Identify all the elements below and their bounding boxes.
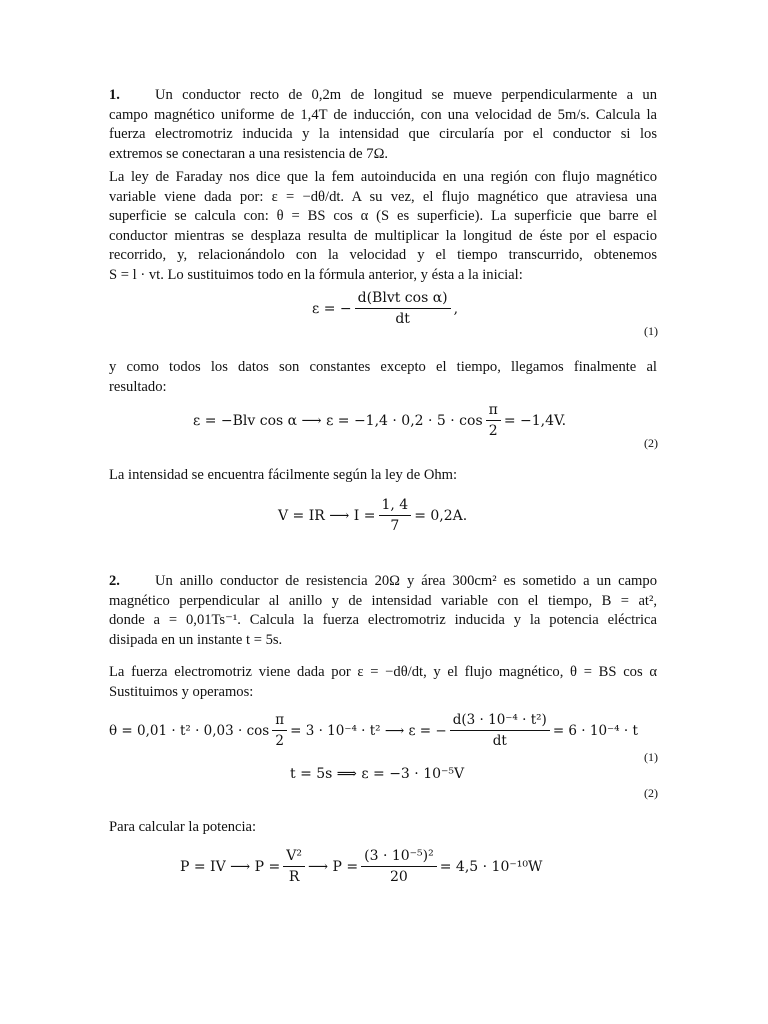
- equation-2: [193, 402, 566, 439]
- fraction: [486, 402, 501, 439]
- equation-1: [312, 290, 458, 327]
- problem2-number: 2.: [109, 573, 120, 589]
- problem2-equation-1: [109, 712, 638, 749]
- equation-number: (2): [644, 786, 658, 800]
- problem2-statement: [109, 572, 657, 650]
- problem1-number: 1.: [109, 87, 120, 103]
- fraction: [361, 848, 437, 885]
- equation-part: = −1,4V.: [503, 412, 567, 429]
- problem1-statement-line: Un conductor recto de 0,2m de longitud se mueve perpendicularmente a un: [155, 87, 657, 103]
- problem1-middle-text: [109, 358, 657, 397]
- fraction-numerator: 1, 4: [379, 497, 412, 516]
- problem2-statement-line: magnético perpendicular al anillo y de intensidad variable con el tiempo, B = at²,: [109, 592, 657, 609]
- equation-number: (1): [644, 750, 658, 764]
- problem1-statement-line: fuerza electromotriz inducida y la intensidad que circularía por el conductor si los: [109, 126, 657, 143]
- problem2-statement-line: disipada en un instante t = 5s.: [109, 631, 283, 648]
- text-line: resultado:: [109, 378, 167, 395]
- fraction: [283, 848, 305, 885]
- fraction-denominator: 2: [488, 423, 498, 439]
- problem1-statement: [109, 86, 657, 164]
- power-text: [109, 818, 657, 838]
- fraction-numerator: V²: [283, 848, 305, 867]
- problem1-statement-line: campo magnético uniforme de 1,4T de inducción, con una velocidad de 5m/s. Calcula la: [109, 106, 657, 123]
- problem2-explanation: [109, 663, 657, 702]
- explanation-line: La ley de Faraday nos dice que la fem autoinducida en una región con flujo magnético: [109, 169, 657, 185]
- ohm-text: [109, 466, 657, 486]
- explanation-line: variable viene dada por: ε = −dθ/dt. A su vez, el flujo magnético que atraviesa una: [109, 188, 657, 205]
- equation-part: ⟶ P =: [308, 858, 359, 875]
- equation-3: [278, 497, 467, 534]
- equation-part: = 0,2A.: [414, 507, 468, 524]
- equation-tail: ,: [453, 300, 459, 317]
- fraction-denominator: dt: [492, 733, 507, 749]
- fraction: [272, 712, 287, 749]
- problem2-statement-line: Un anillo conductor de resistencia 20Ω y área 300cm² es sometido a un campo: [155, 573, 657, 589]
- fraction-numerator: d(3 · 10⁻⁴ · t²): [450, 712, 550, 731]
- explanation-line: recorrido, y, relacionándolo con la velocidad y el tiempo transcurrido, obtenemos: [109, 247, 657, 264]
- equation-part: ε = −Blv cos α ⟶ ε = −1,4 · 0,2 · 5 · cos: [193, 412, 483, 429]
- fraction: [355, 290, 451, 327]
- problem2-equation-3: [180, 848, 542, 885]
- text-line: Para calcular la potencia:: [109, 819, 257, 835]
- fraction-denominator: R: [288, 869, 300, 885]
- equation-part: = 3 · 10⁻⁴ · t² ⟶ ε = −: [290, 722, 447, 739]
- equation-number: (2): [644, 436, 658, 450]
- fraction-denominator: 7: [390, 518, 400, 534]
- text-line: y como todos los datos son constantes excepto el tiempo, llegamos finalmente al: [109, 359, 657, 375]
- explanation-line: La fuerza electromotriz viene dada por ε = −dθ/dt, y el flujo magnético, θ = BS cos α: [109, 664, 657, 680]
- equation-number: (1): [644, 324, 658, 338]
- fraction-denominator: 20: [390, 869, 408, 885]
- problem2-equation-2: t = 5s ⟹ ε = −3 · 10⁻⁵V: [290, 766, 465, 782]
- fraction-numerator: π: [272, 712, 287, 731]
- equation-part: = 4,5 · 10⁻¹⁰W: [439, 858, 543, 875]
- equation-part: V = IR ⟶ I =: [278, 507, 376, 524]
- problem2-statement-line: donde a = 0,01Ts⁻¹. Calcula la fuerza electromotriz inducida y la potencia eléctrica: [109, 612, 657, 629]
- explanation-line: superficie se calcula con: θ = BS cos α (S es superficie). La superficie que barre el: [109, 208, 657, 225]
- equation-part: = 6 · 10⁻⁴ · t: [552, 722, 638, 739]
- text-line: La intensidad se encuentra fácilmente según la ley de Ohm:: [109, 467, 458, 483]
- explanation-line: Sustituimos y operamos:: [109, 683, 254, 700]
- explanation-line: conductor mientras se desplaza resulta de multiplicar la longitud de éste por el espacio: [109, 227, 657, 244]
- fraction-denominator: dt: [395, 311, 410, 327]
- problem1-explanation: [109, 168, 657, 286]
- equation-part: P = IV ⟶ P =: [180, 858, 281, 875]
- fraction: [450, 712, 550, 749]
- problem1-statement-line: extremos se conectaran a una resistencia de 7Ω.: [109, 145, 389, 162]
- fraction-denominator: 2: [275, 733, 284, 749]
- equation-lhs: ε = −: [312, 300, 352, 317]
- fraction-numerator: π: [486, 402, 501, 421]
- equation-part: θ = 0,01 · t² · 0,03 · cos: [109, 722, 270, 739]
- explanation-line: S = l · vt. Lo sustituimos todo en la fórmula anterior, y ésta a la inicial:: [109, 266, 523, 283]
- fraction-numerator: (3 · 10⁻⁵)²: [361, 848, 437, 867]
- fraction-numerator: d(Blvt cos α): [355, 290, 451, 309]
- fraction: [379, 497, 412, 534]
